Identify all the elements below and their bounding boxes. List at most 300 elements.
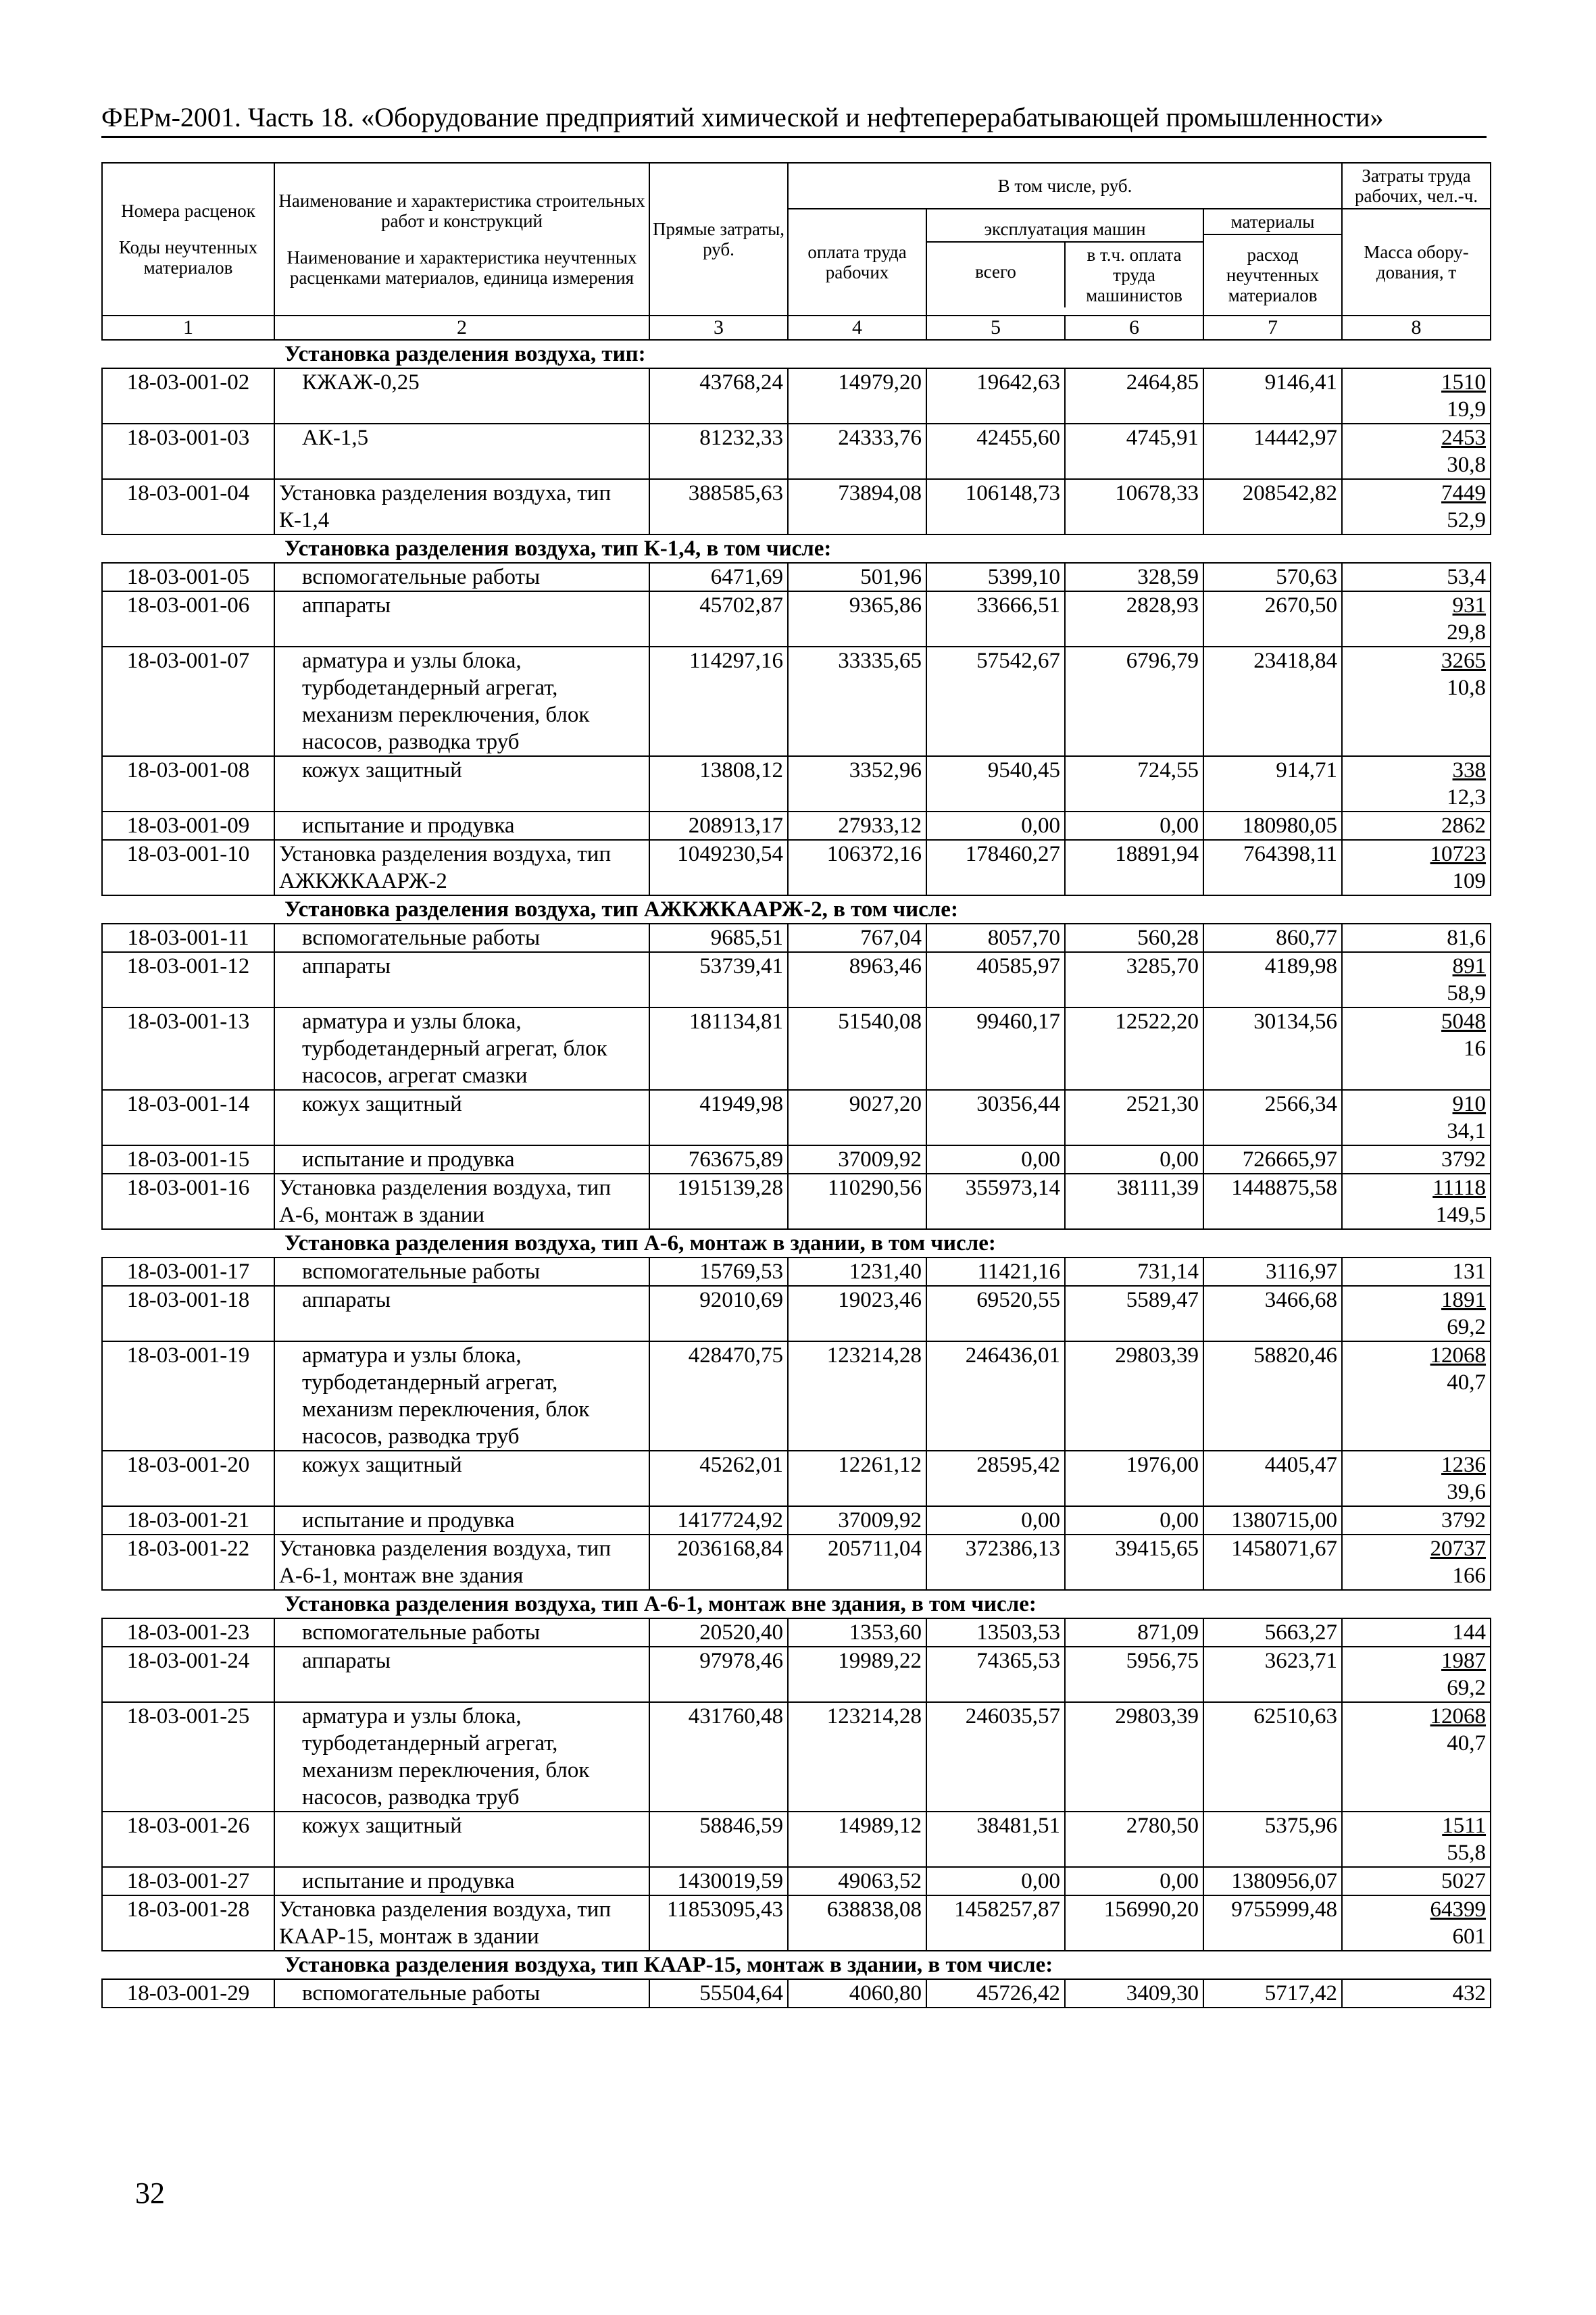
work-name: кожух защитный — [274, 1812, 649, 1867]
machines-total: 45726,42 — [926, 1979, 1065, 2008]
labor-pay: 19023,46 — [788, 1286, 926, 1341]
direct-cost: 13808,12 — [649, 756, 788, 812]
machinist-pay: 6796,79 — [1065, 647, 1203, 756]
table-row — [102, 1535, 1491, 1590]
work-name: испытание и продувка — [274, 1506, 649, 1535]
labor-mass-cell — [1342, 591, 1491, 647]
equipment-mass: 601 — [1452, 1924, 1487, 1949]
machines-total: 57542,67 — [926, 647, 1065, 756]
direct-cost: 97978,46 — [649, 1647, 788, 1702]
machinist-pay: 731,14 — [1065, 1258, 1203, 1286]
direct-cost: 81232,33 — [649, 424, 788, 479]
labor-hours: 2862 — [1441, 814, 1487, 838]
rate-code: 18-03-001-04 — [102, 479, 274, 534]
table-row — [102, 479, 1491, 534]
equipment-mass: 34,1 — [1447, 1119, 1487, 1143]
machines-total: 19642,63 — [926, 368, 1065, 424]
rate-code: 18-03-001-20 — [102, 1451, 274, 1506]
work-name: аппараты — [274, 1647, 649, 1702]
machines-total: 372386,13 — [926, 1535, 1065, 1590]
work-name: вспомогательные работы — [274, 1258, 649, 1286]
labor-mass-cell — [1342, 563, 1491, 591]
direct-cost: 1049230,54 — [649, 840, 788, 895]
labor-pay: 73894,08 — [788, 479, 926, 534]
labor-hours: 3265 — [1441, 649, 1487, 673]
labor-hours: 64399 — [1430, 1897, 1487, 1922]
machines-total: 30356,44 — [926, 1090, 1065, 1145]
labor-hours: 144 — [1452, 1620, 1487, 1645]
machinist-pay: 3409,30 — [1065, 1979, 1203, 2008]
col-name-head: Наименование и характеристика строительных работ и конструкций Наименование и характеристика неучтенных расценками материалов, единица измерения — [274, 163, 649, 316]
table-row — [102, 563, 1491, 591]
machines-total: 246436,01 — [926, 1341, 1065, 1451]
section-heading: Установка разделения воздуха, тип А-6, монтаж в здании, в том числе: — [102, 1229, 1491, 1258]
rates-table — [101, 162, 1491, 2008]
work-name: Установка разделения воздуха, тип А-6-1, монтаж вне здания — [274, 1535, 649, 1590]
labor-hours: 1987 — [1441, 1649, 1487, 1673]
work-name: Установка разделения воздуха, тип АЖКЖКААРЖ-2 — [274, 840, 649, 895]
labor-mass-cell — [1342, 1647, 1491, 1702]
rate-code: 18-03-001-27 — [102, 1867, 274, 1895]
labor-hours: 338 — [1452, 758, 1487, 782]
rate-code: 18-03-001-29 — [102, 1979, 274, 2008]
work-name: вспомогательные работы — [274, 1979, 649, 2008]
labor-hours: 3792 — [1441, 1508, 1487, 1533]
column-number: 4 — [788, 316, 926, 340]
work-name: Установка разделения воздуха, тип КААР-15, монтаж в здании — [274, 1895, 649, 1951]
direct-cost: 20520,40 — [649, 1618, 788, 1647]
rate-code: 18-03-001-16 — [102, 1174, 274, 1229]
materials-cost: 3116,97 — [1203, 1258, 1342, 1286]
materials-cost: 3466,68 — [1203, 1286, 1342, 1341]
labor-mass-cell — [1342, 647, 1491, 756]
work-name: вспомогательные работы — [274, 1618, 649, 1647]
labor-mass-cell — [1342, 1812, 1491, 1867]
direct-cost: 41949,98 — [649, 1090, 788, 1145]
rate-code: 18-03-001-14 — [102, 1090, 274, 1145]
direct-cost: 1417724,92 — [649, 1506, 788, 1535]
col-direct-head: Прямые затраты, руб. — [649, 163, 788, 316]
machines-total: 0,00 — [926, 1506, 1065, 1535]
machinist-pay: 2521,30 — [1065, 1090, 1203, 1145]
labor-pay: 14979,20 — [788, 368, 926, 424]
materials-cost: 914,71 — [1203, 756, 1342, 812]
labor-hours: 432 — [1452, 1981, 1487, 2006]
labor-mass-cell — [1342, 1979, 1491, 2008]
labor-pay: 51540,08 — [788, 1007, 926, 1090]
machines-total: 13503,53 — [926, 1618, 1065, 1647]
machinist-pay: 38111,39 — [1065, 1174, 1203, 1229]
machinist-pay: 2828,93 — [1065, 591, 1203, 647]
rate-code: 18-03-001-26 — [102, 1812, 274, 1867]
equipment-mass: 12,3 — [1447, 785, 1487, 810]
rate-code: 18-03-001-23 — [102, 1618, 274, 1647]
labor-hours: 81,6 — [1447, 926, 1487, 950]
work-name: Установка разделения воздуха, тип А-6, монтаж в здании — [274, 1174, 649, 1229]
work-name: Установка разделения воздуха, тип К-1,4 — [274, 479, 649, 534]
work-name: аппараты — [274, 1286, 649, 1341]
labor-hours: 1891 — [1441, 1288, 1487, 1312]
direct-cost: 181134,81 — [649, 1007, 788, 1090]
machinist-pay: 18891,94 — [1065, 840, 1203, 895]
machines-total: 8057,70 — [926, 924, 1065, 952]
work-name: кожух защитный — [274, 1090, 649, 1145]
work-name: аппараты — [274, 952, 649, 1007]
machinist-pay: 12522,20 — [1065, 1007, 1203, 1090]
labor-mass-cell — [1342, 1618, 1491, 1647]
labor-hours: 3792 — [1441, 1147, 1487, 1172]
rate-code: 18-03-001-21 — [102, 1506, 274, 1535]
machines-total: 178460,27 — [926, 840, 1065, 895]
labor-mass-cell — [1342, 1702, 1491, 1812]
rate-code: 18-03-001-18 — [102, 1286, 274, 1341]
machines-total: 40585,97 — [926, 952, 1065, 1007]
table-row — [102, 1258, 1491, 1286]
machinist-pay: 5589,47 — [1065, 1286, 1203, 1341]
labor-hours: 20737 — [1430, 1537, 1487, 1561]
labor-pay: 19989,22 — [788, 1647, 926, 1702]
equipment-mass: 39,6 — [1447, 1480, 1487, 1504]
labor-mass-cell — [1342, 1867, 1491, 1895]
machines-total: 33666,51 — [926, 591, 1065, 647]
rate-code: 18-03-001-10 — [102, 840, 274, 895]
labor-hours: 7449 — [1441, 481, 1487, 505]
labor-pay: 205711,04 — [788, 1535, 926, 1590]
direct-cost: 45262,01 — [649, 1451, 788, 1506]
direct-cost: 763675,89 — [649, 1145, 788, 1174]
rate-code: 18-03-001-12 — [102, 952, 274, 1007]
section-heading-row — [102, 1229, 1491, 1258]
equipment-mass: 40,7 — [1447, 1370, 1487, 1395]
labor-pay: 8963,46 — [788, 952, 926, 1007]
labor-pay: 37009,92 — [788, 1145, 926, 1174]
direct-cost: 9685,51 — [649, 924, 788, 952]
equipment-mass: 40,7 — [1447, 1731, 1487, 1756]
table-row — [102, 1812, 1491, 1867]
direct-cost: 2036168,84 — [649, 1535, 788, 1590]
col-pay-head: оплата труда рабочих — [788, 209, 926, 316]
machines-total: 355973,14 — [926, 1174, 1065, 1229]
labor-pay: 123214,28 — [788, 1702, 926, 1812]
column-number: 2 — [274, 316, 649, 340]
work-name: испытание и продувка — [274, 1867, 649, 1895]
machinist-pay: 10678,33 — [1065, 479, 1203, 534]
labor-pay: 3352,96 — [788, 756, 926, 812]
rate-code: 18-03-001-25 — [102, 1702, 274, 1812]
labor-hours: 1236 — [1441, 1453, 1487, 1477]
machinist-pay: 2464,85 — [1065, 368, 1203, 424]
direct-cost: 208913,17 — [649, 812, 788, 840]
col-mass-head: Масса обору-дования, т — [1342, 209, 1491, 316]
labor-mass-cell — [1342, 840, 1491, 895]
table-row — [102, 1867, 1491, 1895]
labor-pay: 106372,16 — [788, 840, 926, 895]
labor-pay: 12261,12 — [788, 1451, 926, 1506]
labor-hours: 53,4 — [1447, 565, 1487, 589]
machines-total: 106148,73 — [926, 479, 1065, 534]
rate-code: 18-03-001-07 — [102, 647, 274, 756]
labor-pay: 123214,28 — [788, 1341, 926, 1451]
materials-cost: 58820,46 — [1203, 1341, 1342, 1451]
equipment-mass: 69,2 — [1447, 1315, 1487, 1339]
labor-hours: 12068 — [1430, 1343, 1487, 1368]
labor-mass-cell — [1342, 1286, 1491, 1341]
section-heading-row — [102, 340, 1491, 368]
equipment-mass: 69,2 — [1447, 1676, 1487, 1700]
table-row — [102, 424, 1491, 479]
labor-mass-cell — [1342, 424, 1491, 479]
table-row — [102, 1895, 1491, 1951]
column-number: 6 — [1065, 316, 1203, 340]
work-name: арматура и узлы блока, турбодетандерный агрегат, механизм переключения, блок насосов, разводка труб — [274, 1341, 649, 1451]
section-heading: Установка разделения воздуха, тип АЖКЖКААРЖ-2, в том числе: — [102, 895, 1491, 924]
labor-hours: 910 — [1452, 1092, 1487, 1116]
materials-cost: 1380956,07 — [1203, 1867, 1342, 1895]
section-heading-row — [102, 1590, 1491, 1618]
labor-mass-cell — [1342, 368, 1491, 424]
rate-code: 18-03-001-11 — [102, 924, 274, 952]
direct-cost: 55504,64 — [649, 1979, 788, 2008]
rate-code: 18-03-001-06 — [102, 591, 274, 647]
table-row — [102, 756, 1491, 812]
machinist-pay: 724,55 — [1065, 756, 1203, 812]
materials-cost: 4405,47 — [1203, 1451, 1342, 1506]
direct-cost: 58846,59 — [649, 1812, 788, 1867]
direct-cost: 15769,53 — [649, 1258, 788, 1286]
table-row — [102, 1451, 1491, 1506]
materials-cost: 1448875,58 — [1203, 1174, 1342, 1229]
table-row — [102, 647, 1491, 756]
column-number: 3 — [649, 316, 788, 340]
work-name: арматура и узлы блока, турбодетандерный агрегат, механизм переключения, блок насосов, разводка труб — [274, 1702, 649, 1812]
labor-mass-cell — [1342, 1174, 1491, 1229]
labor-mass-cell — [1342, 1258, 1491, 1286]
page-header: ФЕРм-2001. Часть 18. «Оборудование предприятий химической и нефтеперерабатывающей промышленности» — [101, 101, 1487, 138]
machines-total: 69520,55 — [926, 1286, 1065, 1341]
materials-cost: 9755999,48 — [1203, 1895, 1342, 1951]
section-heading: Установка разделения воздуха, тип К-1,4, в том числе: — [102, 534, 1491, 563]
work-name: КЖАЖ-0,25 — [274, 368, 649, 424]
column-number: 5 — [926, 316, 1065, 340]
direct-cost: 1915139,28 — [649, 1174, 788, 1229]
labor-mass-cell — [1342, 1090, 1491, 1145]
equipment-mass: 166 — [1452, 1564, 1487, 1588]
machines-total: 99460,17 — [926, 1007, 1065, 1090]
labor-pay: 14989,12 — [788, 1812, 926, 1867]
direct-cost: 6471,69 — [649, 563, 788, 591]
direct-cost: 53739,41 — [649, 952, 788, 1007]
labor-hours: 931 — [1452, 593, 1487, 618]
table-row — [102, 1506, 1491, 1535]
work-name: аппараты — [274, 591, 649, 647]
materials-cost: 1458071,67 — [1203, 1535, 1342, 1590]
equipment-mass: 10,8 — [1447, 676, 1487, 700]
section-heading: Установка разделения воздуха, тип А-6-1, монтаж вне здания, в том числе: — [102, 1590, 1491, 1618]
work-name: арматура и узлы блока, турбодетандерный агрегат, блок насосов, агрегат смазки — [274, 1007, 649, 1090]
rate-code: 18-03-001-03 — [102, 424, 274, 479]
machinist-pay: 3285,70 — [1065, 952, 1203, 1007]
rate-code: 18-03-001-19 — [102, 1341, 274, 1451]
materials-cost: 5663,27 — [1203, 1618, 1342, 1647]
work-name: кожух защитный — [274, 1451, 649, 1506]
materials-cost: 726665,97 — [1203, 1145, 1342, 1174]
machinist-pay: 1976,00 — [1065, 1451, 1203, 1506]
table-row — [102, 1979, 1491, 2008]
labor-mass-cell — [1342, 1895, 1491, 1951]
equipment-mass: 19,9 — [1447, 397, 1487, 422]
work-name: арматура и узлы блока, турбодетандерный агрегат, механизм переключения, блок насосов, разводка труб — [274, 647, 649, 756]
machinist-pay: 328,59 — [1065, 563, 1203, 591]
machinist-pay: 0,00 — [1065, 1506, 1203, 1535]
col-incl-head: В том числе, руб. — [788, 163, 1342, 209]
labor-pay: 1353,60 — [788, 1618, 926, 1647]
table-row — [102, 1174, 1491, 1229]
machines-total: 0,00 — [926, 1145, 1065, 1174]
materials-cost: 5375,96 — [1203, 1812, 1342, 1867]
materials-cost: 180980,05 — [1203, 812, 1342, 840]
materials-cost: 570,63 — [1203, 563, 1342, 591]
column-number: 7 — [1203, 316, 1342, 340]
equipment-mass: 149,5 — [1435, 1203, 1487, 1227]
labor-mass-cell — [1342, 1145, 1491, 1174]
rate-code: 18-03-001-08 — [102, 756, 274, 812]
rate-code: 18-03-001-02 — [102, 368, 274, 424]
section-heading: Установка разделения воздуха, тип КААР-15, монтаж в здании, в том числе: — [102, 1951, 1491, 1979]
machines-total: 74365,53 — [926, 1647, 1065, 1702]
equipment-mass: 16 — [1464, 1037, 1487, 1061]
materials-cost: 23418,84 — [1203, 647, 1342, 756]
machinist-pay: 871,09 — [1065, 1618, 1203, 1647]
machines-total: 9540,45 — [926, 756, 1065, 812]
machinist-pay: 5956,75 — [1065, 1647, 1203, 1702]
equipment-mass: 55,8 — [1447, 1841, 1487, 1865]
labor-hours: 5048 — [1441, 1010, 1487, 1034]
equipment-mass: 58,9 — [1447, 981, 1487, 1005]
labor-pay: 9365,86 — [788, 591, 926, 647]
materials-cost: 208542,82 — [1203, 479, 1342, 534]
labor-mass-cell — [1342, 1007, 1491, 1090]
labor-mass-cell — [1342, 1341, 1491, 1451]
section-heading-row — [102, 895, 1491, 924]
labor-hours: 131 — [1452, 1260, 1487, 1284]
labor-pay: 767,04 — [788, 924, 926, 952]
direct-cost: 388585,63 — [649, 479, 788, 534]
rate-code: 18-03-001-17 — [102, 1258, 274, 1286]
direct-cost: 11853095,43 — [649, 1895, 788, 1951]
labor-hours: 12068 — [1430, 1704, 1487, 1728]
equipment-mass: 29,8 — [1447, 620, 1487, 645]
labor-pay: 9027,20 — [788, 1090, 926, 1145]
work-name: испытание и продувка — [274, 1145, 649, 1174]
materials-cost: 4189,98 — [1203, 952, 1342, 1007]
materials-cost: 764398,11 — [1203, 840, 1342, 895]
machines-total: 5399,10 — [926, 563, 1065, 591]
machines-total: 1458257,87 — [926, 1895, 1065, 1951]
rate-code: 18-03-001-22 — [102, 1535, 274, 1590]
machines-total: 28595,42 — [926, 1451, 1065, 1506]
direct-cost: 92010,69 — [649, 1286, 788, 1341]
materials-cost: 30134,56 — [1203, 1007, 1342, 1090]
table-row — [102, 1647, 1491, 1702]
labor-mass-cell — [1342, 1451, 1491, 1506]
equipment-mass: 30,8 — [1447, 453, 1487, 477]
labor-hours: 2453 — [1441, 426, 1487, 450]
equipment-mass: 52,9 — [1447, 508, 1487, 532]
labor-pay: 1231,40 — [788, 1258, 926, 1286]
table-row — [102, 1007, 1491, 1090]
machinist-pay: 0,00 — [1065, 1145, 1203, 1174]
equipment-mass: 109 — [1452, 869, 1487, 893]
machines-total: 246035,57 — [926, 1702, 1065, 1812]
machines-total: 38481,51 — [926, 1812, 1065, 1867]
labor-pay: 501,96 — [788, 563, 926, 591]
table-row — [102, 924, 1491, 952]
materials-cost: 3623,71 — [1203, 1647, 1342, 1702]
machines-total: 42455,60 — [926, 424, 1065, 479]
table-row — [102, 368, 1491, 424]
machinist-pay: 29803,39 — [1065, 1341, 1203, 1451]
machinist-pay: 156990,20 — [1065, 1895, 1203, 1951]
labor-pay: 24333,76 — [788, 424, 926, 479]
labor-mass-cell — [1342, 1535, 1491, 1590]
direct-cost: 45702,87 — [649, 591, 788, 647]
labor-mass-cell — [1342, 756, 1491, 812]
machinist-pay: 0,00 — [1065, 812, 1203, 840]
rate-code: 18-03-001-09 — [102, 812, 274, 840]
machinist-pay: 4745,91 — [1065, 424, 1203, 479]
table-row — [102, 812, 1491, 840]
table-row — [102, 952, 1491, 1007]
materials-cost: 860,77 — [1203, 924, 1342, 952]
rate-code: 18-03-001-15 — [102, 1145, 274, 1174]
table-row — [102, 840, 1491, 895]
direct-cost: 114297,16 — [649, 647, 788, 756]
rate-code: 18-03-001-05 — [102, 563, 274, 591]
col-labor-head: Затраты труда рабочих, чел.-ч. — [1342, 163, 1491, 209]
table-row — [102, 1618, 1491, 1647]
rate-code: 18-03-001-24 — [102, 1647, 274, 1702]
labor-hours: 5027 — [1441, 1869, 1487, 1893]
labor-pay: 110290,56 — [788, 1174, 926, 1229]
column-numbers-row — [102, 316, 1491, 340]
direct-cost: 1430019,59 — [649, 1867, 788, 1895]
table-row — [102, 591, 1491, 647]
materials-cost: 2566,34 — [1203, 1090, 1342, 1145]
machinist-pay: 39415,65 — [1065, 1535, 1203, 1590]
column-number: 8 — [1342, 316, 1491, 340]
labor-pay: 33335,65 — [788, 647, 926, 756]
labor-pay: 37009,92 — [788, 1506, 926, 1535]
labor-hours: 11118 — [1432, 1176, 1487, 1200]
column-number: 1 — [102, 316, 274, 340]
rate-code: 18-03-001-13 — [102, 1007, 274, 1090]
table-row — [102, 1286, 1491, 1341]
col-machines-head: эксплуатация машин всего в т.ч. оплата труда машинистов — [926, 209, 1203, 316]
direct-cost: 43768,24 — [649, 368, 788, 424]
rates-body — [102, 340, 1491, 2008]
work-name: испытание и продувка — [274, 812, 649, 840]
labor-mass-cell — [1342, 952, 1491, 1007]
machines-total: 0,00 — [926, 812, 1065, 840]
labor-hours: 1510 — [1441, 370, 1487, 395]
labor-mass-cell — [1342, 1506, 1491, 1535]
labor-mass-cell — [1342, 812, 1491, 840]
rate-code: 18-03-001-28 — [102, 1895, 274, 1951]
section-heading: Установка разделения воздуха, тип: — [102, 340, 1491, 368]
machines-total: 0,00 — [926, 1867, 1065, 1895]
table-row — [102, 1341, 1491, 1451]
work-name: АК-1,5 — [274, 424, 649, 479]
